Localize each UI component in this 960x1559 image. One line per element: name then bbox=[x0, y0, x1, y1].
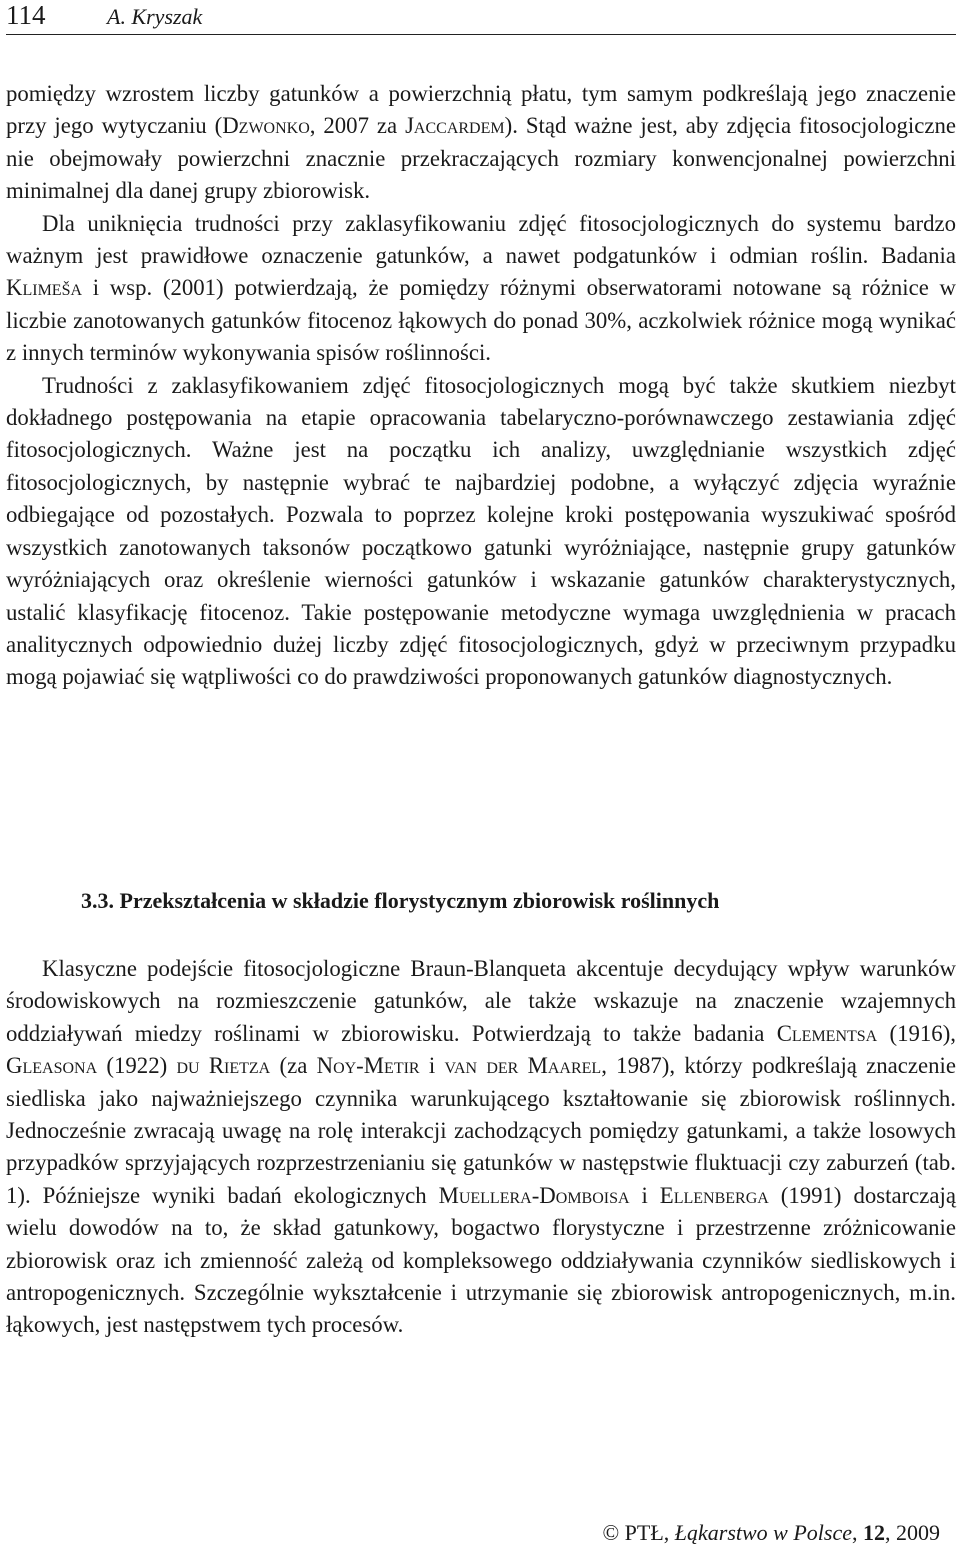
page-number: 114 bbox=[6, 0, 46, 30]
running-head-author: A. Kryszak bbox=[107, 4, 203, 29]
journal-title: Łąkarstwo w Polsce bbox=[674, 1520, 852, 1545]
paragraph: Dla uniknięcia trudności przy zaklasyfikowaniu zdjęć fitosocjologicznych do systemu bardzo ważnym jest prawidłowe oznaczenie gatunków, a nawet podgatunków i odmian roślin. Badania Klimeša i wsp. (2001) potwierdzają, że pomiędzy różnymi obserwatorami notowane są różnice w liczbie zanotowanych gatunków fitocenoz łąkowych do ponad 30%, aczkolwiek różnice mogą wynikać z innych terminów wykonywania spisów roślinności. bbox=[6, 210, 956, 366]
section-heading: 3.3. Przekształcenia w składzie florystycznym zbiorowisk roślinnych bbox=[81, 888, 720, 913]
author-name: Dzwonko bbox=[222, 113, 310, 139]
copyright-publisher: © PTŁ, bbox=[602, 1520, 675, 1545]
author-name: Klimeša bbox=[6, 275, 83, 301]
author-name: Ellenberga bbox=[659, 1182, 769, 1208]
author-name: Gleasona bbox=[6, 1053, 98, 1079]
author-name: Jaccardem bbox=[405, 113, 505, 139]
author-name: van der Maarel bbox=[444, 1053, 602, 1079]
paragraph: Trudności z zaklasyfikowaniem zdjęć fitosocjologicznych mogą być także skutkiem niezbyt dokładnego postępowania na etapie opracowania tabelaryczno-porównawczego zestawiania zdjęć fitosocjologicznych. Ważne jest na początku ich analizy, uwzględnianie wszystkich zdjęć fitosocjologicznych, by następnie wybrać te najbardziej podobne, a wyłączyć zdjęcia wyraźnie odbiegające od pozostałych. Pozwala to poprzez kolejne kroki postępowania wyszukiwać spośród wszystkich zanotowanych taksonów początkowo gatunki wyróżniające, następnie grupy gatunków wyróżniających oraz określenie wierności gatunków i wskazanie gatunków charakterystycznych, ustalić klasyfikację fitocenoz. Takie postępowanie metodyczne wymaga uwzględnienia w pracach analitycznych odpowiednio dużej liczby zdjęć fitosocjologicznych, gdyż w przeciwnym przypadku mogą pojawiać się wątpliwości co do prawdziwości proponowanych gatunków diagnostycznych. bbox=[6, 372, 956, 690]
journal-volume: 12 bbox=[863, 1520, 885, 1545]
journal-year: , 2009 bbox=[885, 1520, 940, 1545]
paragraph: Klasyczne podejście fitosocjologiczne Braun-Blanqueta akcentuje decydujący wpływ warunków środowiskowych na rozmieszczenie gatunków, ale także wskazuje na znaczenie wzajemnych oddziaływań miedzy roślinami w zbiorowisku. Potwierdzają to także badania Clementsa (1916), Gleasona (1922) du Rietza (za Noy-Metir i van der Maarel, 1987), którzy podkreślają znaczenie siedliska jako najważniejszego czynnika warunkującego kształtowanie się zbiorowisk roślinnych. Jednocześnie zwracają uwagę na rolę interakcji zachodzących pomiędzy gatunkami, a także losowych przypadków sprzyjających rozprzestrzenianiu się gatunków w następstwie fluktuacji czy zaburzeń (tab. 1). Późniejsze wyniki badań ekologicznych Muellera-Domboisa i Ellenberga (1991) dostarczają wielu dowodów na to, że skład gatunkowy, bogactwo florystyczne i przestrzenne zróżnicowanie zbiorowisk oraz ich zmienność zależą od kompleksowego oddziaływania czynników siedliskowych i antropogenicznych. Szczególnie wykształcenie i utrzymanie się zbiorowisk antropogenicznych, m.in. łąkowych, jest następstwem tych procesów. bbox=[6, 956, 957, 1338]
author-name: du Rietza bbox=[176, 1053, 271, 1079]
author-name: Noy-Metir bbox=[316, 1053, 420, 1079]
author-name: Clementsa bbox=[776, 1020, 878, 1046]
section-body bbox=[6, 953, 956, 1342]
author-name: Muellera-Domboisa bbox=[438, 1182, 630, 1208]
body-text bbox=[6, 78, 956, 694]
page-footer: © PTŁ, Łąkarstwo w Polsce, 12, 2009 bbox=[602, 1520, 940, 1545]
running-header bbox=[6, 0, 956, 35]
paragraph-continuation: pomiędzy wzrostem liczby gatunków a powierzchnią płatu, tym samym podkreślają jego znaczenie przy jego wytyczaniu (Dzwonko, 2007 za Jaccardem). Stąd ważne jest, aby zdjęcia fitosocjologiczne nie obejmowały powierzchni znacznie przekraczających rozmiary konwencjonalnej powierzchni minimalnej dla danej grupy zbiorowisk. bbox=[6, 81, 956, 204]
